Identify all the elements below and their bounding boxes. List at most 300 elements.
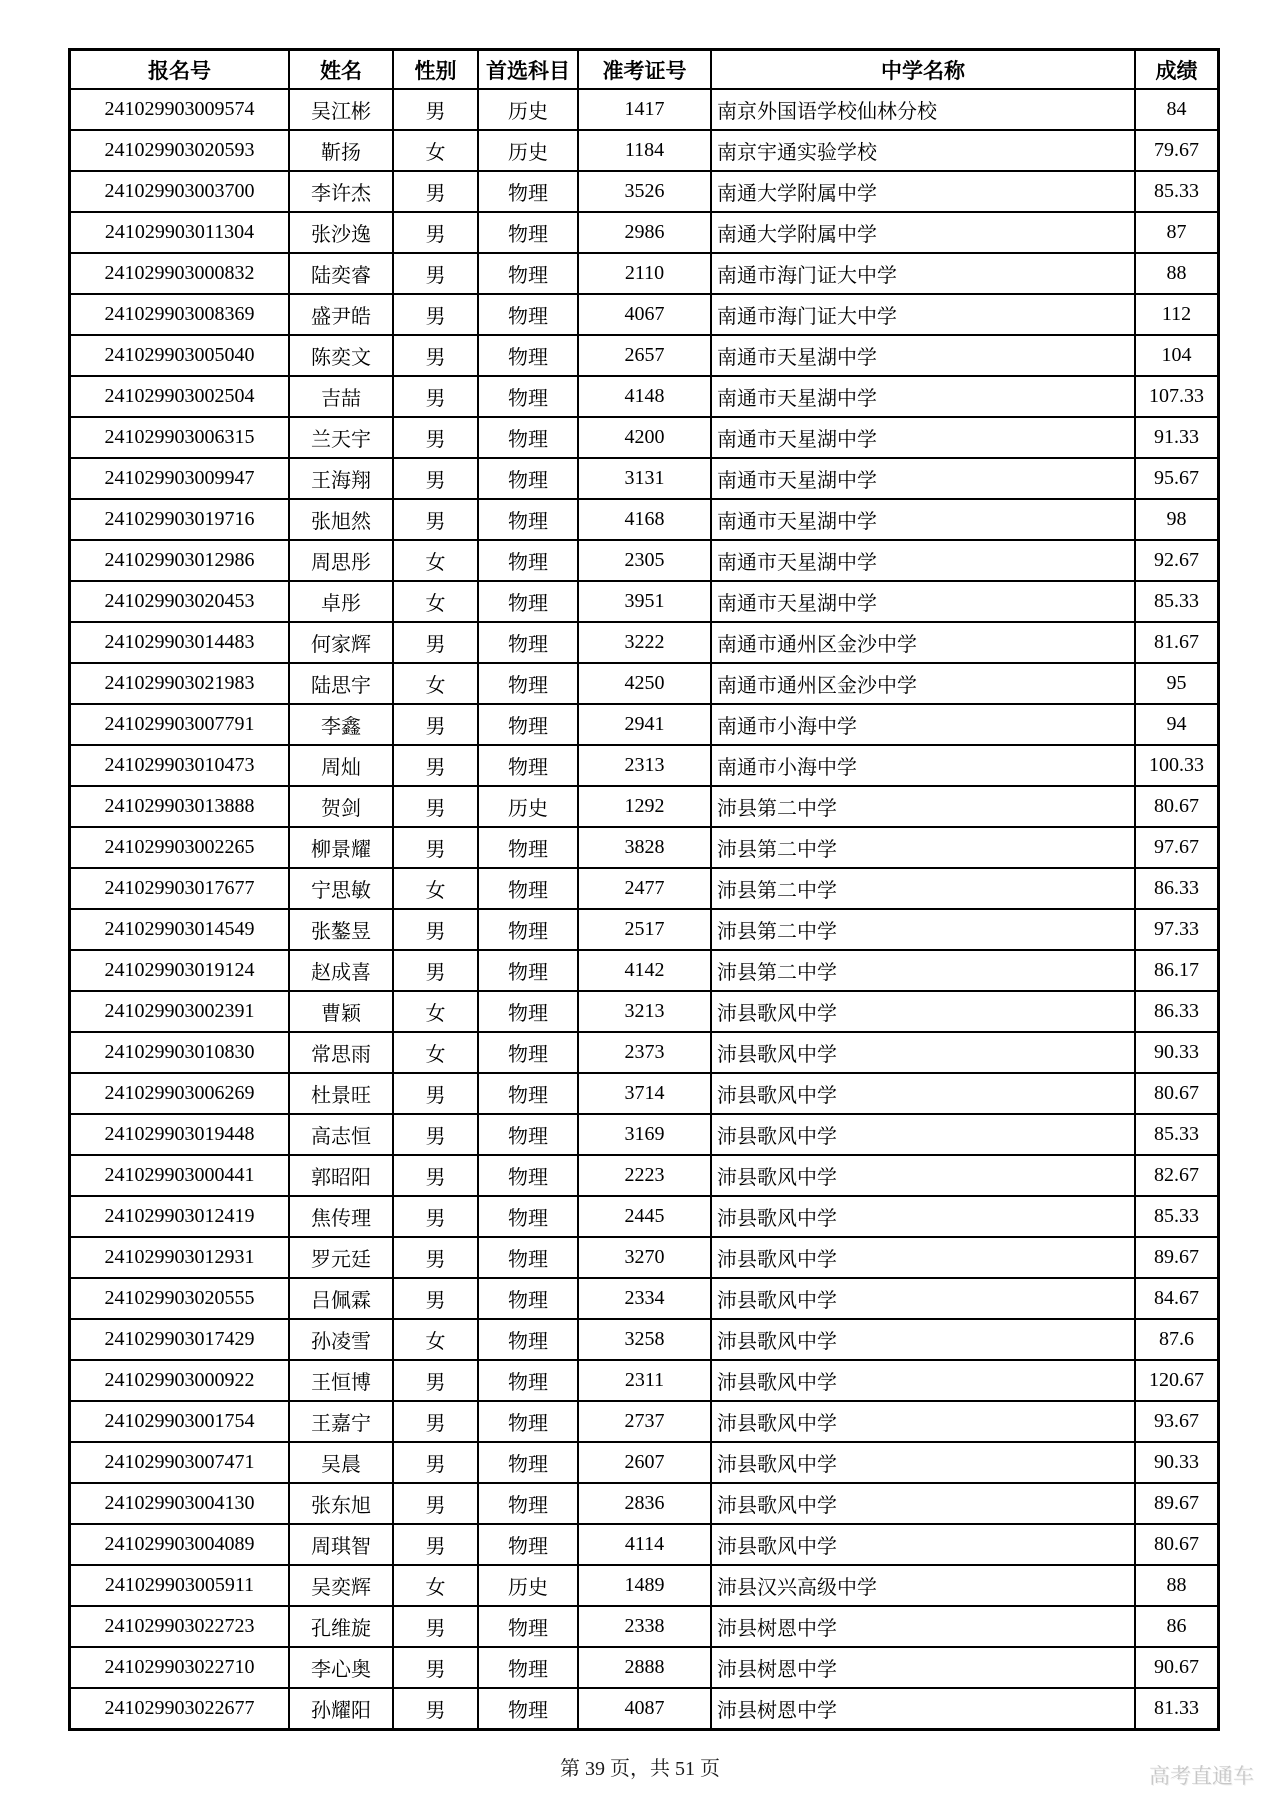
cell: 2888 <box>578 1647 711 1688</box>
cell: 赵成喜 <box>289 950 393 991</box>
cell: 沛县第二中学 <box>711 909 1135 950</box>
cell: 南通市天星湖中学 <box>711 540 1135 581</box>
table-row <box>70 1155 1219 1196</box>
cell: 81.67 <box>1135 622 1219 663</box>
table-row <box>70 1360 1219 1401</box>
cell: 女 <box>393 1565 478 1606</box>
cell: 男 <box>393 827 478 868</box>
cell: 81.33 <box>1135 1688 1219 1730</box>
cell: 4148 <box>578 376 711 417</box>
cell: 沛县歌风中学 <box>711 1073 1135 1114</box>
cell: 物理 <box>478 1360 578 1401</box>
cell: 241029903012419 <box>70 1196 290 1237</box>
cell: 沛县第二中学 <box>711 868 1135 909</box>
cell: 4200 <box>578 417 711 458</box>
cell: 周琪智 <box>289 1524 393 1565</box>
cell: 物理 <box>478 1524 578 1565</box>
table-row <box>70 786 1219 827</box>
cell: 男 <box>393 1606 478 1647</box>
table-row <box>70 130 1219 171</box>
cell: 沛县歌风中学 <box>711 1278 1135 1319</box>
cell: 郭昭阳 <box>289 1155 393 1196</box>
cell: 男 <box>393 1524 478 1565</box>
cell: 241029903009574 <box>70 89 290 130</box>
cell: 物理 <box>478 745 578 786</box>
cell: 沛县歌风中学 <box>711 1319 1135 1360</box>
cell: 沛县歌风中学 <box>711 1032 1135 1073</box>
cell: 张旭然 <box>289 499 393 540</box>
table-row <box>70 1606 1219 1647</box>
column-header-6: 成绩 <box>1135 50 1219 90</box>
cell: 南通市小海中学 <box>711 745 1135 786</box>
cell: 李许杰 <box>289 171 393 212</box>
cell: 南京宇通实验学校 <box>711 130 1135 171</box>
cell: 2110 <box>578 253 711 294</box>
cell: 南京外国语学校仙林分校 <box>711 89 1135 130</box>
cell: 南通市天星湖中学 <box>711 376 1135 417</box>
cell: 97.67 <box>1135 827 1219 868</box>
cell: 80.67 <box>1135 786 1219 827</box>
cell: 物理 <box>478 581 578 622</box>
cell: 1292 <box>578 786 711 827</box>
cell: 女 <box>393 540 478 581</box>
cell: 女 <box>393 1319 478 1360</box>
table-row <box>70 499 1219 540</box>
cell: 241029903019716 <box>70 499 290 540</box>
cell: 男 <box>393 909 478 950</box>
cell: 物理 <box>478 1688 578 1730</box>
cell: 241029903019124 <box>70 950 290 991</box>
cell: 2737 <box>578 1401 711 1442</box>
cell: 91.33 <box>1135 417 1219 458</box>
cell: 3951 <box>578 581 711 622</box>
cell: 241029903002391 <box>70 991 290 1032</box>
cell: 86.17 <box>1135 950 1219 991</box>
cell: 241029903022723 <box>70 1606 290 1647</box>
cell: 86.33 <box>1135 868 1219 909</box>
table-row <box>70 335 1219 376</box>
cell: 孙凌雪 <box>289 1319 393 1360</box>
cell: 沛县歌风中学 <box>711 1196 1135 1237</box>
cell: 241029903005911 <box>70 1565 290 1606</box>
cell: 241029903014549 <box>70 909 290 950</box>
cell: 86.33 <box>1135 991 1219 1032</box>
cell: 吕佩霖 <box>289 1278 393 1319</box>
cell: 241029903005040 <box>70 335 290 376</box>
cell: 沛县歌风中学 <box>711 991 1135 1032</box>
cell: 85.33 <box>1135 581 1219 622</box>
table-row <box>70 376 1219 417</box>
table-row <box>70 827 1219 868</box>
cell: 3131 <box>578 458 711 499</box>
cell: 男 <box>393 1237 478 1278</box>
cell: 241029903007471 <box>70 1442 290 1483</box>
table-row <box>70 1442 1219 1483</box>
cell: 何家辉 <box>289 622 393 663</box>
cell: 2836 <box>578 1483 711 1524</box>
cell: 4250 <box>578 663 711 704</box>
cell: 沛县第二中学 <box>711 827 1135 868</box>
table-row <box>70 868 1219 909</box>
cell: 3270 <box>578 1237 711 1278</box>
cell: 2941 <box>578 704 711 745</box>
cell: 241029903013888 <box>70 786 290 827</box>
cell: 男 <box>393 1401 478 1442</box>
table-row <box>70 909 1219 950</box>
cell: 3714 <box>578 1073 711 1114</box>
cell: 南通市海门证大中学 <box>711 253 1135 294</box>
cell: 孙耀阳 <box>289 1688 393 1730</box>
table-row <box>70 663 1219 704</box>
cell: 南通市天星湖中学 <box>711 335 1135 376</box>
cell: 2313 <box>578 745 711 786</box>
cell: 兰天宇 <box>289 417 393 458</box>
cell: 4142 <box>578 950 711 991</box>
table-row <box>70 253 1219 294</box>
cell: 杜景旺 <box>289 1073 393 1114</box>
cell: 3828 <box>578 827 711 868</box>
cell: 87 <box>1135 212 1219 253</box>
cell: 2305 <box>578 540 711 581</box>
cell: 历史 <box>478 89 578 130</box>
cell: 沛县歌风中学 <box>711 1524 1135 1565</box>
cell: 物理 <box>478 704 578 745</box>
cell: 男 <box>393 1360 478 1401</box>
table-row <box>70 1688 1219 1730</box>
cell: 2334 <box>578 1278 711 1319</box>
table-row <box>70 1524 1219 1565</box>
table-body <box>70 89 1219 1730</box>
cell: 241029903019448 <box>70 1114 290 1155</box>
cell: 79.67 <box>1135 130 1219 171</box>
cell: 2338 <box>578 1606 711 1647</box>
cell: 物理 <box>478 1155 578 1196</box>
cell: 盛尹皓 <box>289 294 393 335</box>
cell: 88 <box>1135 1565 1219 1606</box>
cell: 97.33 <box>1135 909 1219 950</box>
cell: 3258 <box>578 1319 711 1360</box>
cell: 物理 <box>478 499 578 540</box>
cell: 沛县歌风中学 <box>711 1483 1135 1524</box>
cell: 2311 <box>578 1360 711 1401</box>
cell: 物理 <box>478 1442 578 1483</box>
cell: 98 <box>1135 499 1219 540</box>
cell: 1489 <box>578 1565 711 1606</box>
cell: 物理 <box>478 1237 578 1278</box>
cell: 男 <box>393 1073 478 1114</box>
cell: 靳扬 <box>289 130 393 171</box>
cell: 沛县汉兴高级中学 <box>711 1565 1135 1606</box>
cell: 241029903003700 <box>70 171 290 212</box>
cell: 女 <box>393 581 478 622</box>
cell: 241029903006269 <box>70 1073 290 1114</box>
cell: 沛县树恩中学 <box>711 1688 1135 1730</box>
cell: 107.33 <box>1135 376 1219 417</box>
table-row <box>70 622 1219 663</box>
table-row <box>70 540 1219 581</box>
cell: 2986 <box>578 212 711 253</box>
cell: 80.67 <box>1135 1073 1219 1114</box>
cell: 4168 <box>578 499 711 540</box>
cell: 南通大学附属中学 <box>711 212 1135 253</box>
cell: 95 <box>1135 663 1219 704</box>
cell: 241029903010473 <box>70 745 290 786</box>
cell: 罗元廷 <box>289 1237 393 1278</box>
cell: 物理 <box>478 540 578 581</box>
table-row <box>70 991 1219 1032</box>
cell: 物理 <box>478 1647 578 1688</box>
table-row <box>70 1401 1219 1442</box>
cell: 4087 <box>578 1688 711 1730</box>
cell: 2657 <box>578 335 711 376</box>
cell: 女 <box>393 868 478 909</box>
cell: 物理 <box>478 1483 578 1524</box>
cell: 卓彤 <box>289 581 393 622</box>
cell: 241029903017677 <box>70 868 290 909</box>
cell: 89.67 <box>1135 1483 1219 1524</box>
cell: 82.67 <box>1135 1155 1219 1196</box>
cell: 85.33 <box>1135 1114 1219 1155</box>
header-row <box>70 50 1219 90</box>
cell: 2373 <box>578 1032 711 1073</box>
cell: 周灿 <box>289 745 393 786</box>
cell: 男 <box>393 253 478 294</box>
cell: 241029903012931 <box>70 1237 290 1278</box>
cell: 男 <box>393 1442 478 1483</box>
cell: 物理 <box>478 253 578 294</box>
cell: 南通大学附属中学 <box>711 171 1135 212</box>
table-row <box>70 581 1219 622</box>
cell: 2477 <box>578 868 711 909</box>
column-header-4: 准考证号 <box>578 50 711 90</box>
cell: 241029903020555 <box>70 1278 290 1319</box>
cell: 85.33 <box>1135 171 1219 212</box>
cell: 3169 <box>578 1114 711 1155</box>
cell: 241029903022710 <box>70 1647 290 1688</box>
cell: 南通市小海中学 <box>711 704 1135 745</box>
cell: 沛县歌风中学 <box>711 1442 1135 1483</box>
cell: 沛县歌风中学 <box>711 1237 1135 1278</box>
cell: 物理 <box>478 909 578 950</box>
cell: 男 <box>393 212 478 253</box>
cell: 4114 <box>578 1524 711 1565</box>
cell: 陆奕睿 <box>289 253 393 294</box>
cell: 女 <box>393 663 478 704</box>
cell: 常思雨 <box>289 1032 393 1073</box>
cell: 241029903009947 <box>70 458 290 499</box>
cell: 物理 <box>478 950 578 991</box>
cell: 物理 <box>478 417 578 458</box>
cell: 曹颖 <box>289 991 393 1032</box>
cell: 历史 <box>478 786 578 827</box>
cell: 物理 <box>478 1401 578 1442</box>
cell: 吴江彬 <box>289 89 393 130</box>
cell: 男 <box>393 1278 478 1319</box>
cell: 241029903020453 <box>70 581 290 622</box>
cell: 120.67 <box>1135 1360 1219 1401</box>
cell: 物理 <box>478 212 578 253</box>
cell: 1184 <box>578 130 711 171</box>
cell: 241029903021983 <box>70 663 290 704</box>
cell: 241029903010830 <box>70 1032 290 1073</box>
cell: 沛县树恩中学 <box>711 1606 1135 1647</box>
table-row <box>70 745 1219 786</box>
cell: 2223 <box>578 1155 711 1196</box>
table-row <box>70 1278 1219 1319</box>
cell: 张东旭 <box>289 1483 393 1524</box>
cell: 孔维旋 <box>289 1606 393 1647</box>
cell: 柳景耀 <box>289 827 393 868</box>
table-row <box>70 704 1219 745</box>
cell: 周思彤 <box>289 540 393 581</box>
cell: 男 <box>393 950 478 991</box>
cell: 1417 <box>578 89 711 130</box>
cell: 241029903006315 <box>70 417 290 458</box>
cell: 物理 <box>478 1319 578 1360</box>
score-table <box>68 48 1220 1731</box>
cell: 84.67 <box>1135 1278 1219 1319</box>
cell: 241029903011304 <box>70 212 290 253</box>
cell: 陈奕文 <box>289 335 393 376</box>
watermark-text: 高考直通车 <box>1149 1765 1254 1788</box>
cell: 男 <box>393 1483 478 1524</box>
cell: 87.6 <box>1135 1319 1219 1360</box>
cell: 241029903008369 <box>70 294 290 335</box>
cell: 吴晨 <box>289 1442 393 1483</box>
cell: 南通市通州区金沙中学 <box>711 622 1135 663</box>
cell: 241029903014483 <box>70 622 290 663</box>
cell: 物理 <box>478 335 578 376</box>
cell: 241029903000922 <box>70 1360 290 1401</box>
table-row <box>70 1114 1219 1155</box>
cell: 物理 <box>478 1606 578 1647</box>
cell: 2445 <box>578 1196 711 1237</box>
cell: 男 <box>393 786 478 827</box>
cell: 4067 <box>578 294 711 335</box>
cell: 南通市天星湖中学 <box>711 581 1135 622</box>
cell: 张鏊昱 <box>289 909 393 950</box>
cell: 贺剑 <box>289 786 393 827</box>
cell: 物理 <box>478 294 578 335</box>
cell: 88 <box>1135 253 1219 294</box>
cell: 90.67 <box>1135 1647 1219 1688</box>
cell: 男 <box>393 1114 478 1155</box>
cell: 物理 <box>478 827 578 868</box>
cell: 男 <box>393 171 478 212</box>
table-row <box>70 1196 1219 1237</box>
cell: 历史 <box>478 1565 578 1606</box>
cell: 85.33 <box>1135 1196 1219 1237</box>
column-header-2: 性别 <box>393 50 478 90</box>
cell: 李鑫 <box>289 704 393 745</box>
cell: 3526 <box>578 171 711 212</box>
cell: 南通市通州区金沙中学 <box>711 663 1135 704</box>
cell: 男 <box>393 1155 478 1196</box>
cell: 吴奕辉 <box>289 1565 393 1606</box>
cell: 241029903004089 <box>70 1524 290 1565</box>
column-header-5: 中学名称 <box>711 50 1135 90</box>
cell: 男 <box>393 1688 478 1730</box>
cell: 南通市海门证大中学 <box>711 294 1135 335</box>
cell: 宁思敏 <box>289 868 393 909</box>
table-row <box>70 1237 1219 1278</box>
cell: 241029903022677 <box>70 1688 290 1730</box>
cell: 南通市天星湖中学 <box>711 417 1135 458</box>
table-row <box>70 89 1219 130</box>
cell: 陆思宇 <box>289 663 393 704</box>
cell: 93.67 <box>1135 1401 1219 1442</box>
cell: 94 <box>1135 704 1219 745</box>
cell: 王海翔 <box>289 458 393 499</box>
table-row <box>70 1032 1219 1073</box>
cell: 男 <box>393 745 478 786</box>
cell: 100.33 <box>1135 745 1219 786</box>
table-row <box>70 1647 1219 1688</box>
table-row <box>70 1319 1219 1360</box>
table-row <box>70 1565 1219 1606</box>
cell: 李心奥 <box>289 1647 393 1688</box>
table-row <box>70 171 1219 212</box>
cell: 物理 <box>478 171 578 212</box>
cell: 241029903020593 <box>70 130 290 171</box>
column-header-1: 姓名 <box>289 50 393 90</box>
cell: 241029903002504 <box>70 376 290 417</box>
cell: 张沙逸 <box>289 212 393 253</box>
cell: 沛县歌风中学 <box>711 1401 1135 1442</box>
cell: 3213 <box>578 991 711 1032</box>
table-row <box>70 212 1219 253</box>
page-indicator: 第 39 页，共 51 页 <box>560 1758 720 1780</box>
cell: 男 <box>393 417 478 458</box>
cell: 物理 <box>478 1114 578 1155</box>
cell: 沛县歌风中学 <box>711 1360 1135 1401</box>
cell: 95.67 <box>1135 458 1219 499</box>
cell: 物理 <box>478 1032 578 1073</box>
table-header <box>70 50 1219 90</box>
cell: 物理 <box>478 376 578 417</box>
cell: 90.33 <box>1135 1442 1219 1483</box>
table-row <box>70 458 1219 499</box>
cell: 241029903007791 <box>70 704 290 745</box>
cell: 2607 <box>578 1442 711 1483</box>
cell: 86 <box>1135 1606 1219 1647</box>
cell: 241029903012986 <box>70 540 290 581</box>
cell: 女 <box>393 1032 478 1073</box>
cell: 物理 <box>478 458 578 499</box>
cell: 高志恒 <box>289 1114 393 1155</box>
table-row <box>70 294 1219 335</box>
table-row <box>70 950 1219 991</box>
cell: 男 <box>393 376 478 417</box>
cell: 南通市天星湖中学 <box>711 499 1135 540</box>
cell: 89.67 <box>1135 1237 1219 1278</box>
cell: 物理 <box>478 622 578 663</box>
cell: 3222 <box>578 622 711 663</box>
cell: 241029903004130 <box>70 1483 290 1524</box>
cell: 南通市天星湖中学 <box>711 458 1135 499</box>
cell: 沛县第二中学 <box>711 950 1135 991</box>
cell: 241029903002265 <box>70 827 290 868</box>
cell: 241029903017429 <box>70 1319 290 1360</box>
cell: 物理 <box>478 991 578 1032</box>
cell: 男 <box>393 294 478 335</box>
cell: 男 <box>393 1196 478 1237</box>
cell: 男 <box>393 335 478 376</box>
cell: 王恒博 <box>289 1360 393 1401</box>
cell: 男 <box>393 1647 478 1688</box>
cell: 男 <box>393 622 478 663</box>
table-row <box>70 1483 1219 1524</box>
